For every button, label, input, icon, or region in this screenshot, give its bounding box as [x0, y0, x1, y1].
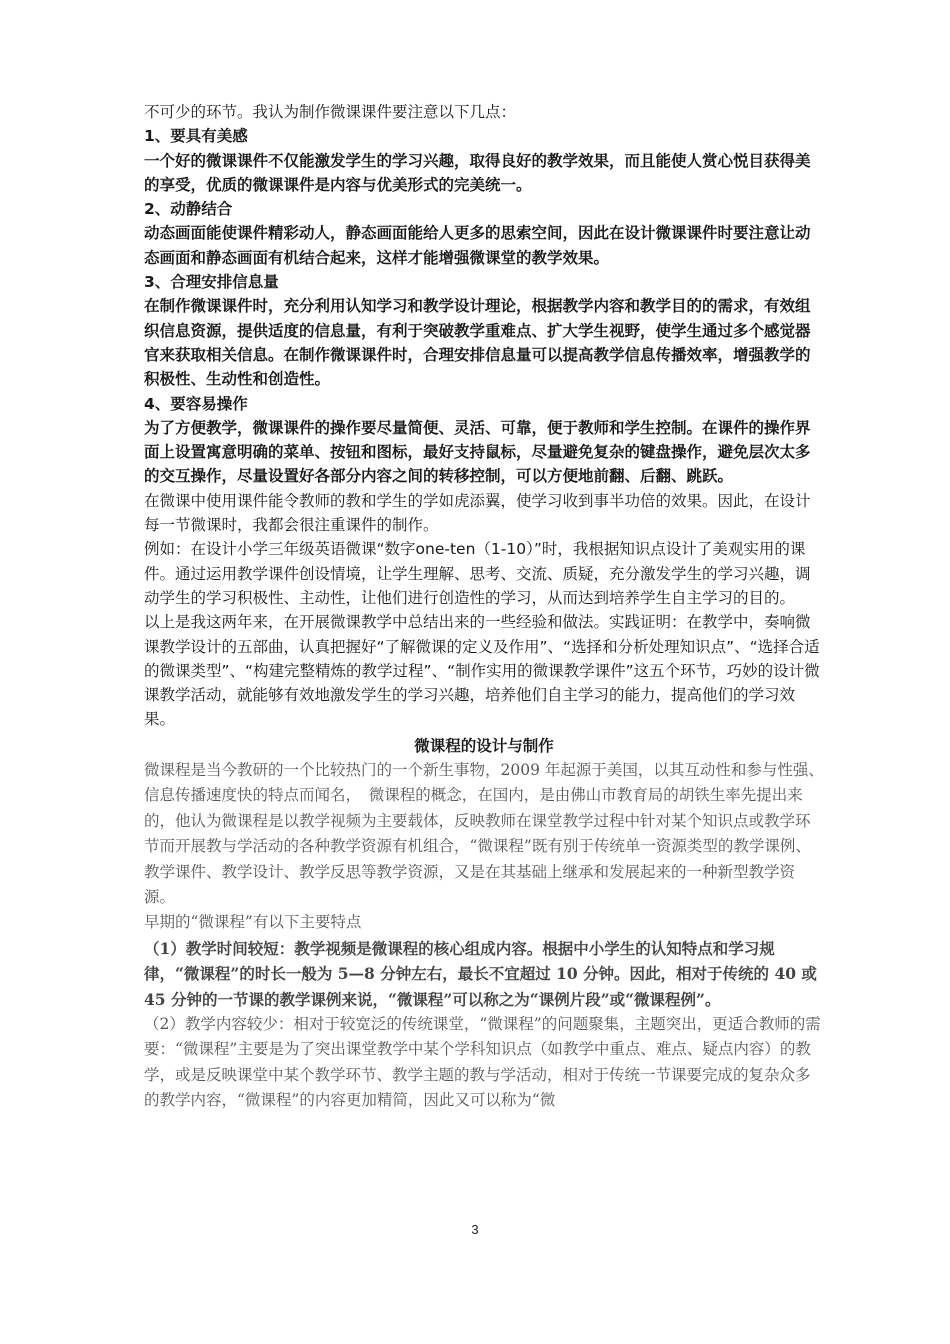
- document-body: [144, 100, 824, 1114]
- paragraph-aesthetics: 一个好的微课课件不仅能激发学生的学习兴趣，取得良好的教学效果，而且能使人赏心悦目获得美的享受，优质的微课课件是内容与优美形式的完美统一。: [144, 151, 811, 194]
- heading-information: 3、合理安排信息量: [144, 273, 279, 292]
- paragraph-microcourse-intro: 微课程是当今教研的一个比较热门的一个新生事物，2009 年起源于美国，以其互动性和参与性强、信息传播速度快的特点而闻名， 微课程的概念，在国内，是由佛山市教育局的胡铁生率先提出来的，他认为微课程是以教学视频为主要载体，反映教师在课堂教学过程中针对某个知识点或教学环节而开展教与学活动的各种教学资源有机组合，“微课程”既有别于传统单一资源类型的教学课例、教学课件、教学设计、教学反思等教学资源，又是在其基础上继承和发展起来的一种新型教学资源。: [144, 761, 824, 907]
- section-title: 微课程的设计与制作: [414, 736, 554, 755]
- paragraph-example: 例如：在设计小学三年级英语微课“数字one-ten（1-10）”时，我根据知识点设计了美观实用的课件。通过运用教学课件创设情境，让学生理解、思考、交流、质疑，充分激发学生的学习兴趣，调动学生的学习积极性、主动性，让他们进行创造性的学习，从而达到培养学生自主学习的目的。: [144, 540, 811, 607]
- paragraph-feature-1: （1）教学时间较短：教学视频是微课程的核心组成内容。根据中小学生的认知特点和学习规律，“微课程”的时长一般为 5—8 分钟左右，最长不宜超过 10 分钟。因此，相对于传统的 40 或 45 分钟的一节课的教学课例来说，“微课程”可以称之为“课例片段”或“微课程例”。: [144, 938, 817, 1009]
- heading-aesthetics: 1、要具有美感: [144, 127, 248, 146]
- paragraph-intro: 不可少的环节。我认为制作微课课件要注意以下几点：: [144, 103, 517, 121]
- paragraph-dynamic-static: 动态画面能使课件精彩动人，静态画面能给人更多的思索空间，因此在设计微课课件时要注意让动态画面和静态画面有机结合起来，这样才能增强微课堂的教学效果。: [144, 224, 811, 267]
- heading-operation: 4、要容易操作: [144, 394, 248, 413]
- paragraph-feature-2: （2）教学内容较少：相对于较宽泛的传统课堂，“微课程”的问题聚集，主题突出，更适合教师的需要：“微课程”主要是为了突出课堂教学中某个学科知识点（如教学中重点、难点、疑点内容）的教学，或是反映课堂中某个教学环节、教学主题的教与学活动，相对于传统一节课要完成的复杂众多的教学内容，“微课程”的内容更加精简，因此又可以称为“微: [144, 1015, 821, 1110]
- paragraph-operation: 为了方便教学，微课课件的操作要尽量简便、灵活、可靠，便于教师和学生控制。在课件的操作界面上设置寓意明确的菜单、按钮和图标，最好支持鼠标，尽量避免复杂的键盘操作，避免层次太多的交互操作，尽量设置好各部分内容之间的转移控制，可以方便地前翻、后翻、跳跃。: [144, 418, 811, 486]
- paragraph-information: 在制作微课课件时，充分利用认知学习和教学设计理论，根据教学内容和教学目的的需求，有效组织信息资源，提供适度的信息量，有利于突破教学重难点、扩大学生视野，使学生通过多个感觉器官来获取相关信息。在制作微课课件时，合理安排信息量可以提高教学信息传播效率，增强教学的积极性、生动性和创造性。: [144, 297, 811, 389]
- paragraph-courseware-use: 在微课中使用课件能令教师的教和学生的学如虎添翼，使学习收到事半功倍的效果。因此，在设计每一节微课时，我都会很注重课件的制作。: [144, 491, 811, 535]
- paragraph-summary: 以上是我这两年来，在开展微课教学中总结出来的一些经验和做法。实践证明：在教学中，奏响微课教学设计的五部曲，认真把握好“了解微课的定义及作用”、“选择和分析处理知识点”、“选择合适的微课类型”、“构建完整精炼的教学过程”、“制作实用的微课教学课件”这五个环节，巧妙的设计微课教学活动，就能够有效地激发学生的学习兴趣，培养他们自主学习的能力，提高他们的学习效果。: [144, 613, 820, 729]
- heading-dynamic-static: 2、动静结合: [144, 200, 233, 219]
- page-number: 3: [471, 1222, 479, 1237]
- paragraph-features-heading: 早期的“微课程”有以下主要特点: [144, 913, 362, 932]
